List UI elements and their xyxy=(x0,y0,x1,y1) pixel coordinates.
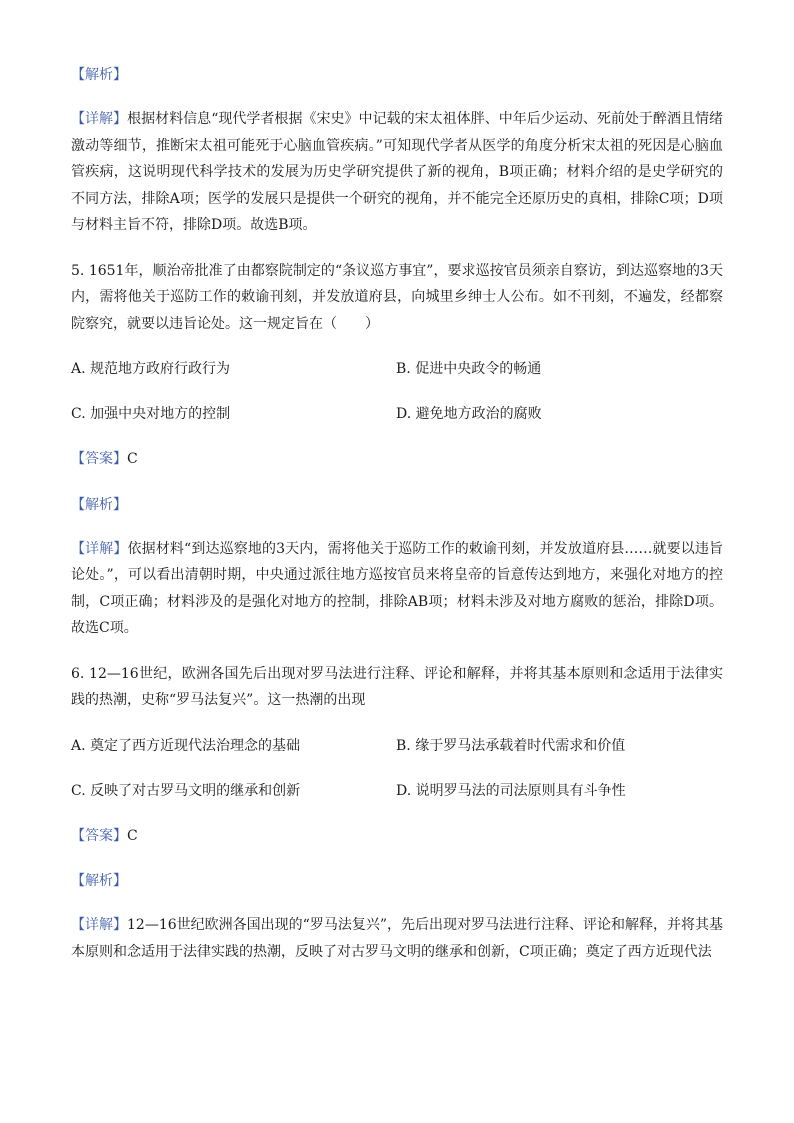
option-a[interactable]: A. 规范地方政府行政行为 xyxy=(71,361,231,377)
detail-paragraph xyxy=(71,106,723,239)
options-row xyxy=(71,401,723,427)
detail-tag: 【详解】 xyxy=(71,540,128,557)
option-b[interactable]: B. 促进中央政令的畅通 xyxy=(396,361,542,377)
options-row xyxy=(71,778,723,804)
question-5: 5. 1651年，顺治帝批准了由都察院制定的“条议巡方事宜”，要求巡按官员须亲自察访，到达巡察地的3天内，需将他关于巡防工作的敕谕刊刻，并发放道府县，向城里乡绅士人公布。如不刊刻，不遍发，经都察院察究，就要以违旨论处。这一规定旨在（ ） xyxy=(71,262,723,332)
option-c[interactable]: C. 反映了对古罗马文明的继承和创新 xyxy=(71,782,301,799)
analysis-label: 【解析】 xyxy=(71,873,127,889)
detail-text: 12—16世纪欧洲各国出现的“罗马法复兴”，先后出现对罗马法进行注释、评论和解释，并将其基本原则和念适用于法律实践的热潮，反映了对古罗马文明的继承和创新，C项正确；奠定了西方近现代法 xyxy=(71,917,723,960)
answer-line xyxy=(71,823,723,850)
detail-paragraph xyxy=(71,912,723,965)
detail-tag: 【详解】 xyxy=(71,917,128,933)
detail-text: 依据材料“到达巡察地的3天内，需将他关于巡防工作的敕谕刊刻，并发放道府县……就要以违旨论处。”，可以看出清朝时期，中央通过派往地方巡按官员来将皇帝的旨意传达到地方，来强化对地方的控制，C项正确；材料涉及的是强化对地方的控制，排除AB项；材料未涉及对地方腐败的惩治，排除D项。故选C项。 xyxy=(71,540,724,636)
detail-text: 根据材料信息“现代学者根据《宋史》中记载的宋太祖体胖、中年后少运动、死前处于醉酒且情绪激动等细节，推断宋太祖可能死于心脑血管疾病。”可知现代学者从医学的角度分析宋太祖的死因是心脑血管疾病，这说明现代科学技术的发展为历史学研究提供了新的视角，B项正确；材料介绍的是史学研究的不同方法，排除A项；医学的发展只是提供一个研究的视角，并不能完全还原历史的真相，排除C项；D项与材料主旨不符，排除D项。故选B项。 xyxy=(71,111,724,233)
detail-tag: 【详解】 xyxy=(71,111,128,127)
analysis-label: 【解析】 xyxy=(71,67,127,83)
detail-paragraph xyxy=(71,536,723,642)
question-6: 6. 12—16世纪，欧洲各国先后出现对罗马法进行注释、评论和解释，并将其基本原则和念适用于法律实践的热潮，史称“罗马法复兴”。这一热潮的出现 xyxy=(71,665,723,708)
answer-tag: 【答案】 xyxy=(71,827,127,844)
document-page xyxy=(71,62,723,965)
options-row xyxy=(71,733,723,759)
option-c[interactable]: C. 加强中央对地方的控制 xyxy=(71,406,231,422)
answer-value: C xyxy=(127,451,138,467)
option-d[interactable]: D. 说明罗马法的司法原则具有斗争性 xyxy=(396,782,626,799)
option-b[interactable]: B. 缘于罗马法承载着时代需求和价值 xyxy=(396,737,626,754)
answer-value: C xyxy=(127,827,138,844)
option-d[interactable]: D. 避免地方政治的腐败 xyxy=(396,406,542,422)
answer-line xyxy=(71,446,723,473)
answer-tag: 【答案】 xyxy=(71,451,127,467)
analysis-label: 【解析】 xyxy=(71,496,127,513)
options-row xyxy=(71,356,723,382)
option-a[interactable]: A. 奠定了西方近现代法治理念的基础 xyxy=(71,737,301,754)
